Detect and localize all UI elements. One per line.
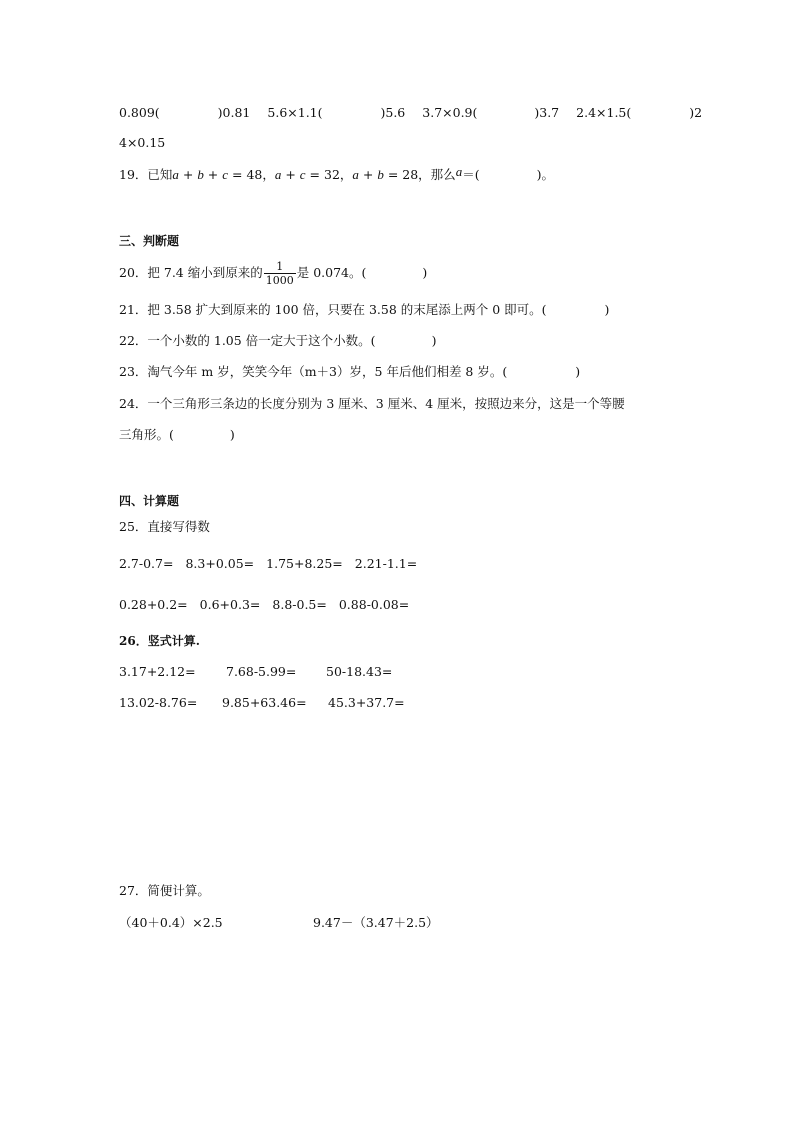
q19-op: + [281,167,300,182]
q19-eq1-value: = 48 [228,167,263,182]
q25-title: 25．直接写得数 [119,519,210,534]
q26-expression: 50-18.43= [326,664,393,679]
q23-line [119,366,580,379]
q23-close: ) [575,364,581,379]
q25-expression: 2.7-0.7= [119,556,174,571]
q21-close: ) [604,302,610,317]
q19-answer-var: a [455,164,463,179]
q19-line [119,164,554,182]
q18-item-6: )3.7 [534,105,560,120]
q24-line2 [119,429,235,442]
q27-expression: 9.47－（3.47＋2.5） [313,915,439,930]
q26-expression: 7.68-5.99= [226,664,297,679]
q18-item-4: )5.6 [380,105,406,120]
q22-text: 22．一个小数的 1.05 倍一定大于这个小数。( [119,333,376,348]
q19-var-a1: a [172,167,179,182]
q19-var-b3: b [377,167,384,182]
q23-text: 23．淘气今年 m 岁，笑笑今年（m＋3）岁，5 年后他们相差 8 岁。( [119,364,508,379]
q26-row-2 [119,697,405,710]
q19-separator: ， [339,167,353,182]
q18-item-3: 5.6×1.1( [267,105,323,120]
q19-tail: ，那么 [418,167,456,182]
q19-number: 19．已知 [119,167,173,182]
q25-expression: 8.3+0.05= [185,556,255,571]
q19-eq3-value: = 28 [383,167,419,182]
q19-op: + [178,167,198,182]
q19-answer-close: )。 [536,167,554,182]
q25-expression: 0.6+0.3= [199,597,261,612]
q27-expression: （40＋0.4）×2.5 [119,915,223,930]
q27-row [119,917,439,930]
q19-var-b1: b [197,167,204,182]
q19-separator: ， [262,167,275,182]
q18-item-8: )2 [689,105,703,120]
q19-var-a3: a [352,167,359,182]
q25-row-2 [119,599,409,612]
q19-var-a2: a [274,167,282,182]
section-4-heading: 四、计算题 [119,494,180,508]
q20-line [119,258,427,288]
q20-fraction [264,261,296,286]
q18-item-1: 0.809( [119,105,160,120]
q26-title: 26．竖式计算. [119,634,200,648]
q24-close: ) [229,427,235,442]
q21-line [119,304,609,317]
q20-close: ) [422,264,428,280]
q18-item-7: 2.4×1.5( [576,105,632,120]
q24-line1: 24．一个三角形三条边的长度分别为 3 厘米、3 厘米、4 厘米，按照边来分，这是一个等腰 [119,396,625,411]
q25-expression: 2.21-1.1= [354,556,418,571]
q20-fraction-denominator: 1000 [265,273,294,287]
q19-op: + [203,167,223,182]
q26-expression: 13.02-8.76= [119,695,198,710]
q25-row-1 [119,558,417,571]
q19-op: + [358,167,378,182]
q26-expression: 45.3+37.7= [328,695,405,710]
q19-var-c2: c [299,167,306,182]
q26-expression: 9.85+63.46= [222,695,307,710]
q18-line1 [119,107,702,120]
section-3-heading: 三、判断题 [119,234,180,248]
q25-expression: 0.88-0.08= [338,597,410,612]
q19-var-c1: c [222,167,229,182]
q22-close: ) [431,333,437,348]
q18-line2: 4×0.15 [119,135,166,150]
q27-title: 27．简便计算。 [119,883,210,898]
q20-text: 20．把 7.4 缩小到原来的 [119,264,263,280]
q24-text: 三角形。( [119,427,174,442]
q18-item-5: 3.7×0.9( [422,105,478,120]
q19-eq2-value: = 32 [305,167,340,182]
q20-text-tail: 是 0.074。( [296,264,367,280]
q20-fraction-numerator: 1 [276,259,284,273]
q19-answer-open: ＝( [462,167,480,182]
q21-text: 21．把 3.58 扩大到原来的 100 倍，只要在 3.58 的末尾添上两个 0 即可。( [119,302,547,317]
q25-expression: 1.75+8.25= [266,556,343,571]
q26-row-1 [119,666,392,679]
q22-line [119,335,436,348]
q25-expression: 0.28+0.2= [119,597,188,612]
q25-expression: 8.8-0.5= [272,597,327,612]
q18-item-2: )0.81 [217,105,251,120]
q26-expression: 3.17+2.12= [119,664,196,679]
